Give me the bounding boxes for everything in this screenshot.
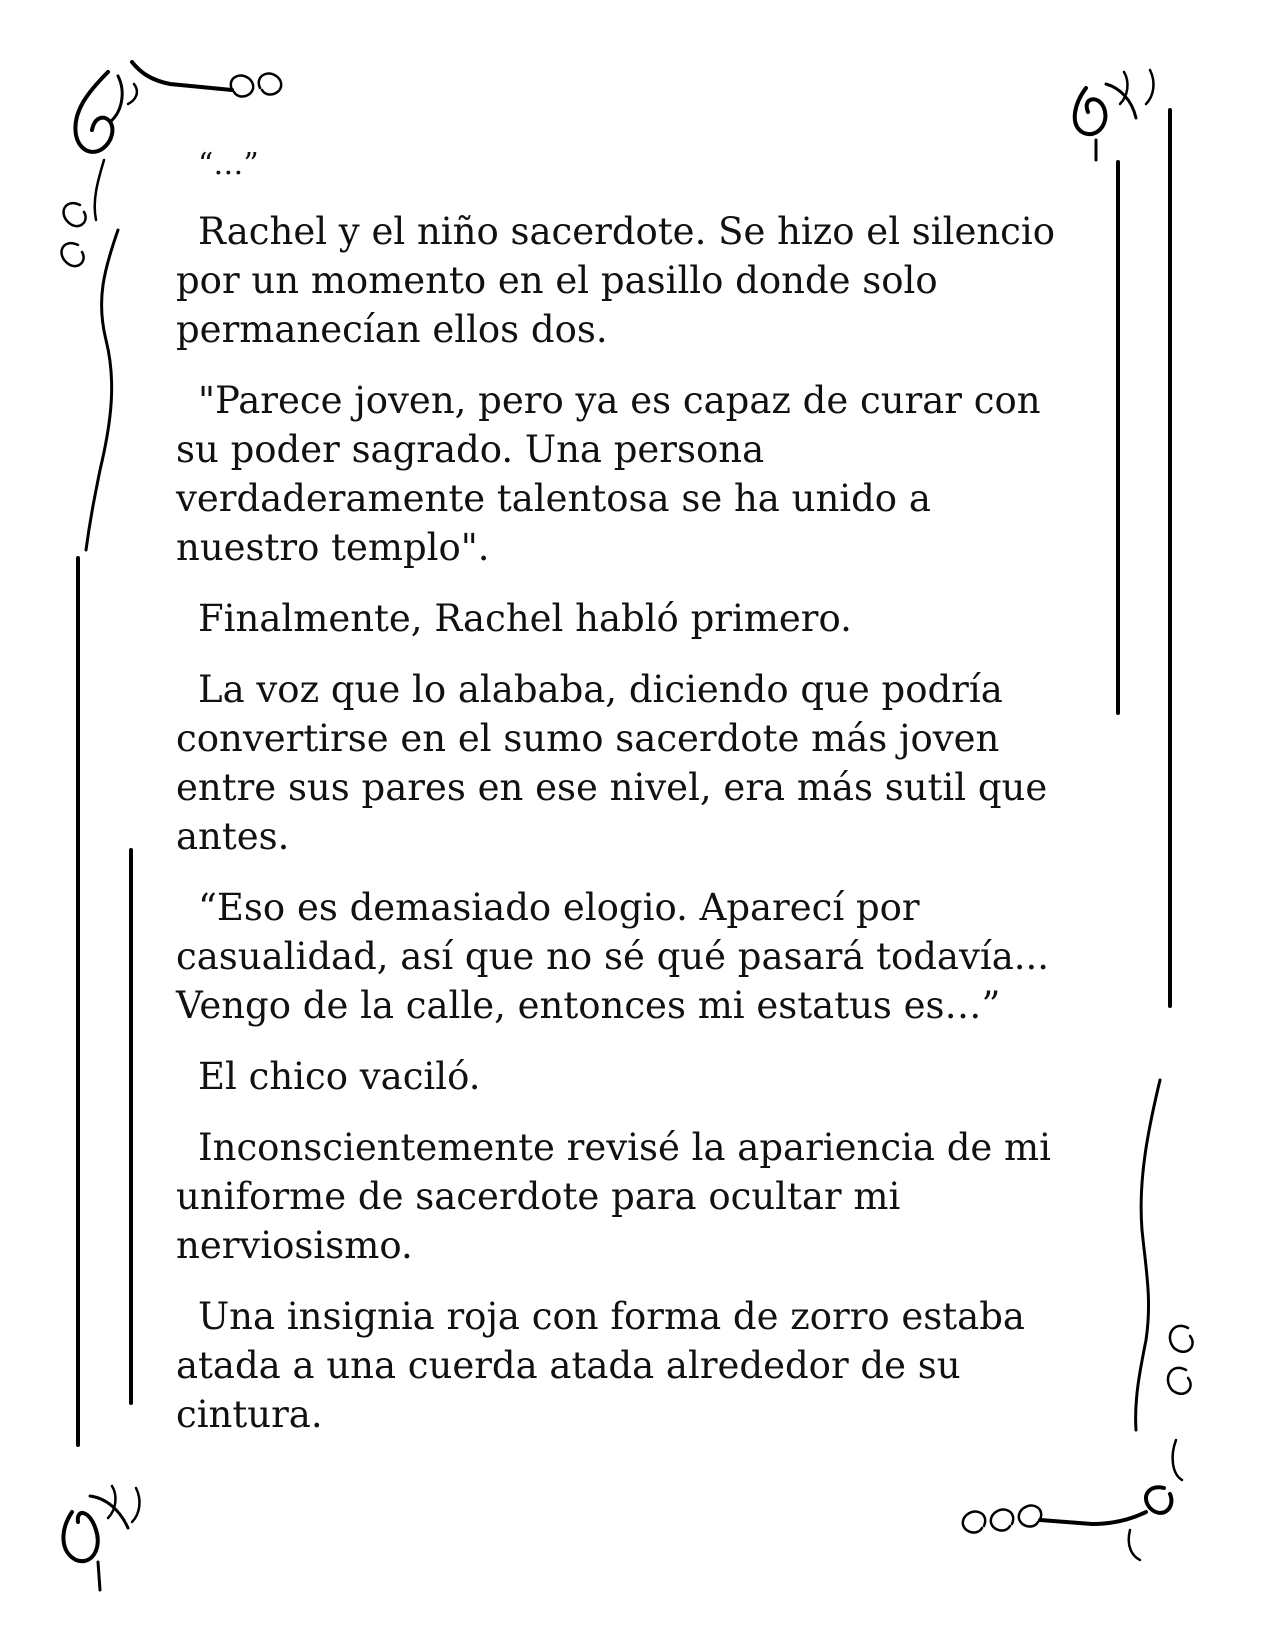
flourish-top-right <box>1075 70 1154 160</box>
paragraph: La voz que lo alababa, diciendo que podría convertirse en el sumo sacerdote más joven entre sus pares en ese nivel, era más sutil que antes. <box>176 668 1048 858</box>
paragraph: Rachel y el niño sacerdote. Se hizo el silencio por un momento en el pasillo donde solo permanecían ellos dos. <box>176 210 1055 351</box>
paragraph-ellipsis: “…” <box>198 147 259 182</box>
paragraph: Finalmente, Rachel habló primero. <box>198 597 852 640</box>
page-body <box>176 140 1076 1461</box>
flourish-bottom-left <box>63 1486 139 1590</box>
paragraph: Una insignia roja con forma de zorro estaba atada a una cuerda atada alrededor de su cintura. <box>176 1295 1025 1436</box>
paragraph: “Eso es demasiado elogio. Aparecí por casualidad, así que no sé qué pasará todavía... Vengo de la calle, entonces mi estatus es…” <box>176 886 1050 1027</box>
paragraph: El chico vaciló. <box>198 1055 481 1098</box>
paragraph: "Parece joven, pero ya es capaz de curar con su poder sagrado. Una persona verdaderamente talentosa se ha unido a nuestro templo". <box>176 379 1041 569</box>
paragraph: Inconscientemente revisé la apariencia de mi uniforme de sacerdote para ocultar mi nerviosismo. <box>176 1126 1051 1267</box>
